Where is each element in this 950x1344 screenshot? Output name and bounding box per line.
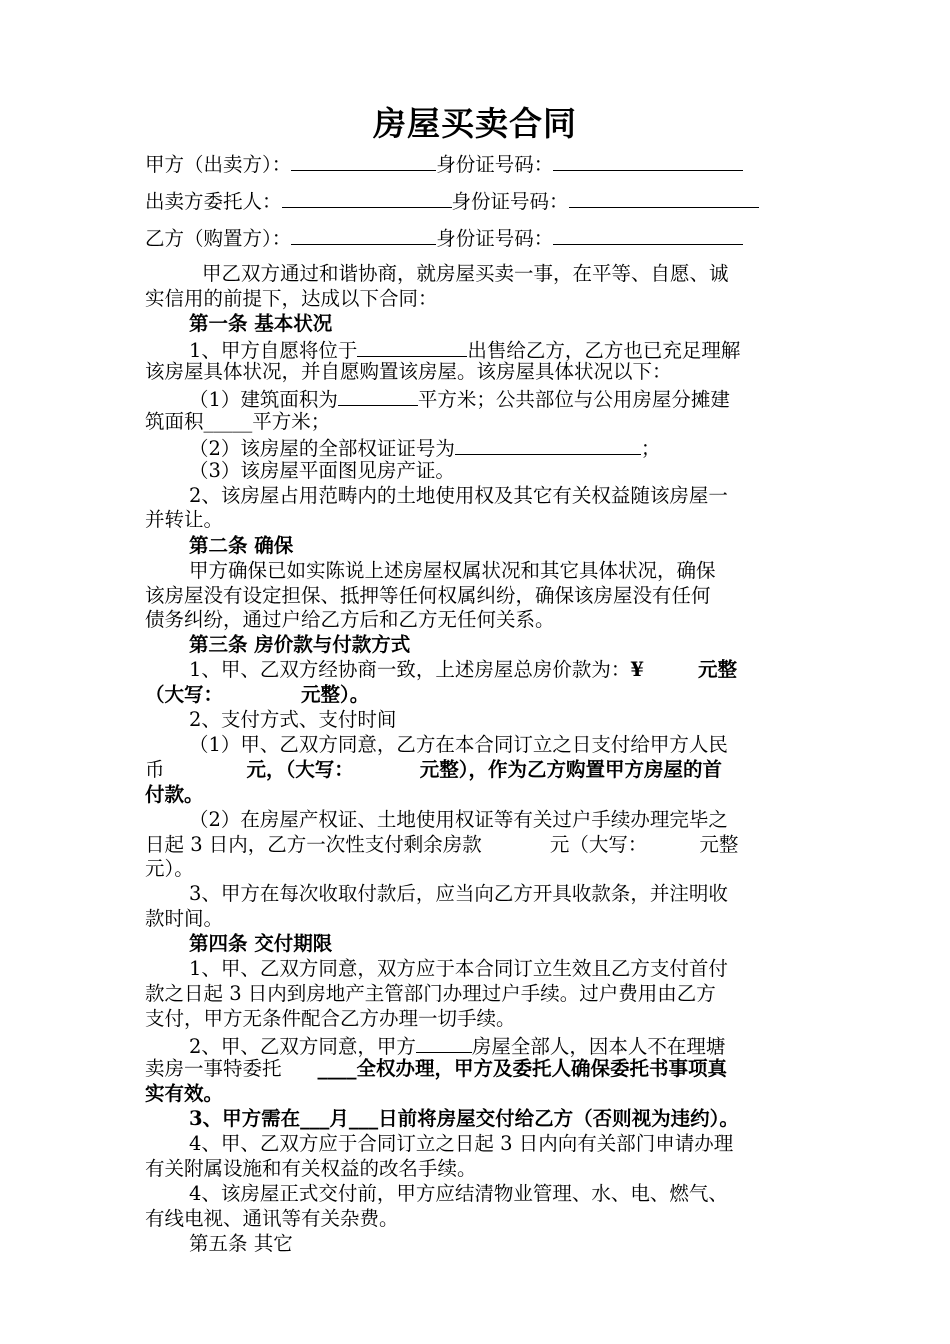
a4-p1-line1: 1、甲、乙双方同意，双方应于本合同订立生效且乙方支付首付 [189, 957, 728, 980]
a3-p1-line1: 1、甲、乙双方经协商一致，上述房屋总房价款为：¥ 元整 [189, 658, 738, 681]
a4-p4-line1: 4、甲、乙双方应于合同订立之日起 3 日内向有关部门申请办理 [189, 1132, 734, 1155]
seller-agent-line [145, 187, 759, 211]
a1-p2-line2: 并转让。 [145, 508, 224, 531]
a4-p4-line2: 有关附属设施和有关权益的改名手续。 [145, 1157, 477, 1180]
a3-s2-line3: 元）。 [145, 857, 194, 880]
seller-agent-name-blank [282, 187, 452, 208]
intro-line-2: 实信用的前提下，达成以下合同： [145, 287, 438, 310]
a3-p3-line2: 款时间。 [145, 907, 224, 930]
seller-name-blank [291, 150, 436, 171]
a4-p2-line2: 卖房一事特委托 ____全权办理，甲方及委托人确保委托书事项真 [145, 1057, 728, 1080]
seller-id-blank [553, 150, 743, 171]
a3-p3-line1: 3、甲方在每次收取付款后，应当向乙方开具收款条，并注明收 [189, 882, 728, 905]
a4-p5-line1: 4、该房屋正式交付前，甲方应结清物业管理、水、电、燃气、 [189, 1182, 728, 1205]
certificate-number-blank [455, 434, 641, 455]
a3-s2-line2: 日起 3 日内，乙方一次性支付剩余房款 元（大写： 元整 [145, 833, 739, 856]
a1-p1-line1: 1、甲方自愿将位于 出售给乙方，乙方也已充足理解 [189, 336, 740, 360]
article-3-heading: 第三条 房价款与付款方式 [189, 633, 411, 656]
a3-s1-line2: 币 元，（大写： 元整），作为乙方购置甲方房屋的首 [145, 758, 723, 781]
seller-id-label: 身份证号码： [436, 153, 554, 176]
a3-s1-line3: 付款。 [145, 783, 204, 806]
seller-label: 甲方（出卖方）： [145, 153, 292, 176]
buyer-line [145, 224, 743, 248]
a2-line2: 该房屋没有设定担保、抵押等任何权属纠纷，确保该房屋没有任何 [145, 584, 711, 607]
a3-p1-line2: （大写： 元整）。 [145, 683, 370, 706]
a2-line1: 甲方确保已如实陈说上述房屋权属状况和其它具体状况，确保 [189, 559, 716, 582]
buyer-name-blank [291, 224, 436, 245]
page-title: 房屋买卖合同 [373, 104, 577, 143]
a3-s1-line1: （1）甲、乙双方同意，乙方在本合同订立之日支付给甲方人民 [189, 733, 728, 756]
a4-p1-line3: 支付，甲方无条件配合乙方办理一切手续。 [145, 1007, 516, 1030]
seller-agent-id-label: 身份证号码： [451, 190, 569, 213]
a4-p1-line2: 款之日起 3 日内到房地产主管部门办理过户手续。过户费用由乙方 [145, 982, 716, 1005]
a1-s1-line2: 筑面积_____平方米； [145, 410, 331, 433]
a4-p2-line1: 2、甲、乙双方同意，甲方 房屋全部人，因本人不在理塘 [189, 1032, 725, 1056]
owner-blank [416, 1032, 472, 1053]
buyer-id-label: 身份证号码： [436, 227, 554, 250]
area-blank [338, 385, 418, 406]
a1-s1-line1: （1）建筑面积为 平方米；公共部位与公用房屋分摊建 [189, 385, 730, 409]
a4-p2-line3: 实有效。 [145, 1082, 224, 1105]
article-4-heading: 第四条 交付期限 [189, 932, 333, 955]
seller-line [145, 150, 743, 174]
intro-line-1: 甲乙双方通过和谐协商，就房屋买卖一事，在平等、自愿、诚 [202, 262, 729, 285]
article-1-heading: 第一条 基本状况 [189, 312, 333, 335]
seller-agent-id-blank [569, 187, 759, 208]
a1-p1-line2: 该房屋具体状况，并自愿购置该房屋。该房屋具体状况以下： [145, 360, 672, 383]
a3-s2-line1: （2）在房屋产权证、土地使用权证等有关过户手续办理完毕之 [189, 808, 728, 831]
a3-p2-line: 2、支付方式、支付时间 [189, 708, 397, 731]
a1-s2-line: （2）该房屋的全部权证证号为 ； [189, 434, 660, 458]
buyer-id-blank [553, 224, 743, 245]
a1-s3-line: （3）该房屋平面图见房产证。 [189, 459, 455, 482]
location-blank [357, 336, 467, 357]
seller-agent-label: 出卖方委托人： [145, 190, 282, 213]
article-5-heading: 第五条 其它 [189, 1232, 293, 1255]
a4-p3-line: 3、甲方需在___月___日前将房屋交付给乙方（否则视为违约）。 [189, 1107, 739, 1130]
a1-p2-line1: 2、该房屋占用范畴内的土地使用权及其它有关权益随该房屋一 [189, 484, 728, 507]
buyer-label: 乙方（购置方）： [145, 227, 292, 250]
article-2-heading: 第二条 确保 [189, 534, 294, 557]
a2-line3: 债务纠纷，通过户给乙方后和乙方无任何关系。 [145, 608, 555, 631]
a4-p5-line2: 有线电视、通讯等有关杂费。 [145, 1207, 399, 1230]
